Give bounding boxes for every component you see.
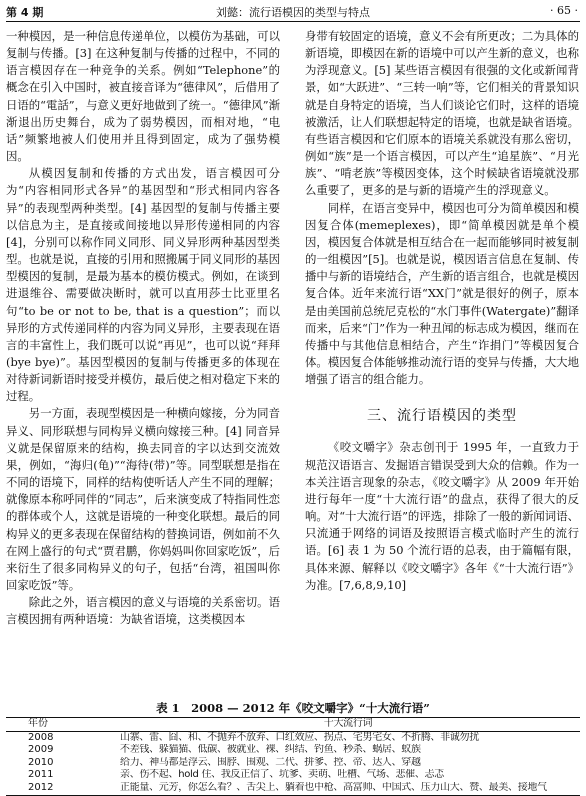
paragraph: 同样，在语言变异中，模因也可分为简单模因和模因复合体(memeplexes)，即“简单模因就是单个模因，模因复合体就是相互结合在一起而能够同时被复制的一组模因”[5]。也就是说，模因语言信息在复制、传播中与新的语境结合，产生新的语言组合，也就是模因复合体。近年来流行语“XX门”就是很好的例子，原本是由美国前总统尼克松的“水门事件(Watergate)”翻译而来，后来“门”作为一种丑闻的标志成为模因，继而在传播中与其他信息相结合，产生“诈捐门”等模因复合体。模因复合体能够推动流行语的变异与传播，大大地增强了语言的组合能力。: [305, 200, 579, 387]
year-cell: 2009: [28, 744, 54, 756]
header-words: 十大流行词: [323, 718, 373, 729]
year-cell: 2008: [28, 731, 54, 743]
header-year: 年份: [28, 718, 48, 729]
table-header-row: [6, 718, 580, 732]
words-cell: 山寨、雷、囧、和、不抛弃不放弃、口红效应、拐点、宅男宅女、不折腾、非诚勿扰: [120, 731, 479, 743]
paragraph: 从模因复制和传播的方式出发，语言模因可分为“内容相同形式各异”的基因型和“形式相同内容各异”的表现型两种类型。[4] 基因型的复制与传播主要以信息为主，是直接或间接地以异形传递相同的内容[4]，分别可以称作同义同形、同义异形两种基因型类型。也就是说，直接的引用和照搬属于同义同形的基因型模因的复制，是最为基本的模仿模式。例如，在谈到进退维谷、需要做决断时，就可以直用莎士比亚里名句“to be or not to be, that is a question”；而以异形的方式传递同样的内容为同义异形，主要表现在语言的丰富性上，我们既可以说“再见”，也可以说“拜拜(bye bye)”。基因型模因的复制与传播更多的体现在对待新词新语时接受并模仿，最后使之相对稳定下来的过程。: [6, 166, 280, 404]
table-title: 表 1 2008 — 2012 年《咬文嚼字》“十大流行语”: [156, 701, 430, 715]
paragraph: 身带有较固定的语境，意义不会有所更改；二为具体的新语境，即模因在新的语境中可以产生新的意义，也称为浮现意义。[5] 某些语言模因有很强的文化或新闻背景，如“大跃进”、“三转一响”等，它们相关的背景知识就是自身特定的语境，当人们谈论它们时，这样的语境被激活，让人们联想起特定的语境，也就是缺省语境。有些语言模因和它们原本的语境关系就没有那么密切，例如“族”是一个语言模因，可以产生“追星族”、“月光族”、“啃老族”等模因变体，这个时候缺省语境就没那么重要了，更多的是与新的语境产生的浮现意义。: [305, 29, 579, 198]
words-cell: 正能量、元芳，你怎么看？、舌尖上、躺着也中枪、高富帅、中国式、压力山大、赞、最美、接地气: [120, 781, 547, 793]
running-title: 刘懿：流行语模因的类型与特点: [216, 6, 370, 19]
table-row: [6, 731, 580, 744]
left-column: [6, 28, 280, 628]
right-column: [305, 28, 579, 594]
words-cell: 亲、伤不起、hold 住、我反正信了、坑爹、卖萌、吐槽、气场、悲催、忐忑: [120, 769, 444, 781]
table-row: [6, 757, 580, 770]
year-cell: 2011: [28, 769, 54, 781]
paragraph: 另一方面，表现型模因是一种横向嫁接，分为同音异义、同形联想与同构异义横向嫁接三种。[4] 同音异义就是保留原来的结构，换去同音的字以达到交流效果，例如，“海归(龟)”“海待(带)”等。同型联想是指在不同的语境下，同样的结构使听话人产生不同的理解；就像原本称呼同伴的“同志”，后来演变成了特指同性恋的群体或个人，这就是语境的一种变化联想。最后的同构异义的更多表现在保留结构的替换词语，例如前不久在网上盛行的句式“贾君鹏，你妈妈叫你回家吃饭”，后来衍生了很多同构异义的句子，包括“台湾，祖国叫你回家吃饭”等。: [6, 406, 280, 592]
page-number: · 65 ·: [550, 4, 578, 17]
table-row: [6, 769, 580, 782]
year-cell: 2010: [28, 756, 54, 768]
paragraph: 《咬文嚼字》杂志创刊于 1995 年，一直致力于规范汉语语言、发掘语言错误受到大众的信赖。作为一本关注语言现象的杂志，《咬文嚼字》从 2009 年开始进行每年一度“十大流行语”的盘点，获得了很大的反响。对“十大流行语”的评选，排除了一般的新闻词语、只流通于网络的词语及按照语言模式临时产生的流行语。[6] 表 1 为 50 个流行语的总表，由于篇幅有限，具体来源、解释以《咬文嚼字》各年《“十大流行语”》为准。[7,6,8,9,10]: [305, 440, 579, 592]
table-row: [6, 782, 580, 795]
year-cell: 2012: [28, 781, 54, 793]
words-cell: 不差钱、躲猫猫、低碳、被就业、裸、纠结、钓鱼、秒杀、蜗居、蚁族: [120, 744, 421, 756]
page-header: [0, 0, 586, 22]
section-heading: 三、流行语模因的类型: [367, 408, 517, 425]
table-row: [6, 744, 580, 757]
header-rule: [6, 21, 580, 22]
issue-number: 第 4 期: [6, 6, 44, 19]
paragraph: 一种模因，是一种信息传递单位，以模仿为基础，可以复制与传播。[3] 在这种复制与传播的过程中，不同的语言模因存在一种竞争的关系。例如“Telephone”的概念在引入中国时，被直接音译为“德律风”，后借用了日语的“電話”，与意义更好地做到了统一。“德律风”渐渐退出历史舞台，成为了弱势模因，而相对地，“电话”频繁地被人们使用并且得到固定，成为了强势模因。: [6, 29, 280, 164]
buzzwords-table: [6, 717, 580, 796]
paragraph: 除此之外，语言模因的意义与语境的关系密切。语言模因拥有两种语境：为缺省语境，这类模因本: [6, 595, 280, 627]
words-cell: 给力、神马都是浮云、围脖、围观、二代、拼爹、控、帝、达人、穿越: [120, 756, 421, 768]
